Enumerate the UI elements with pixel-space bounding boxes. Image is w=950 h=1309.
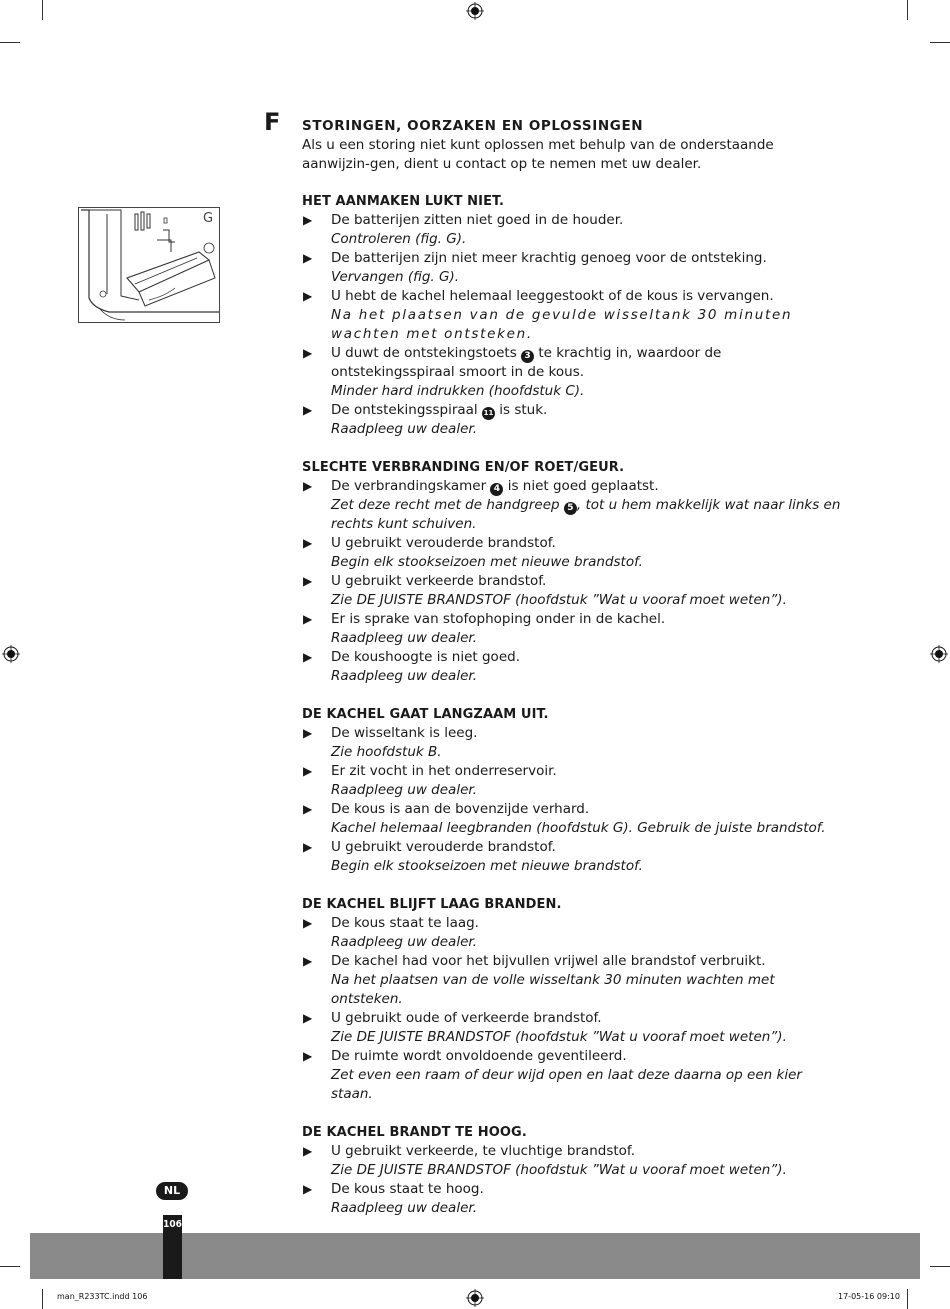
remedy-text: Zie DE JUISTE BRANDSTOF (hoofdstuk ”Wat u vooraf moet weten”).	[331, 1162, 787, 1178]
registration-mark-icon	[930, 645, 948, 663]
remedy-text: Zie DE JUISTE BRANDSTOF (hoofdstuk ”Wat u vooraf moet weten”).	[331, 1029, 787, 1045]
language-badge: NL	[156, 1182, 188, 1200]
triangle-bullet-icon: ▶	[303, 1011, 313, 1025]
cause-item	[302, 800, 842, 838]
triangle-bullet-icon: ▶	[303, 403, 313, 417]
triangle-bullet-icon: ▶	[303, 479, 313, 493]
remedy-text: Zet deze recht met de handgreep 5 , tot u hem makkelijk wat naar links en rechts kunt schuiven.	[331, 497, 841, 532]
cause-text: U gebruikt verouderde brandstof.	[331, 535, 556, 551]
remedy-text: Na het plaatsen van de gevulde wisseltank 30 minuten wachten met ontsteken.	[331, 307, 793, 342]
cause-text: U gebruikt oude of verkeerde brandstof.	[331, 1010, 602, 1026]
triangle-bullet-icon: ▶	[303, 251, 313, 265]
cause-item	[302, 287, 842, 344]
cause-text: U hebt de kachel helemaal leeggestookt of de kous is vervangen.	[331, 288, 774, 304]
triangle-bullet-icon: ▶	[303, 289, 313, 303]
cause-item	[302, 477, 842, 534]
remedy-text: Begin elk stookseizoen met nieuwe brandstof.	[331, 858, 643, 874]
cause-item	[302, 762, 842, 800]
crop-mark	[42, 0, 43, 20]
cause-text: U duwt de ontstekingstoets 3 te krachtig in, waardoor de ontstekingsspiraal smoort in de kous.	[331, 345, 722, 380]
triangle-bullet-icon: ▶	[303, 1049, 313, 1063]
remedy-text: Raadpleeg uw dealer.	[331, 668, 477, 684]
remedy-text: Zet even een raam of deur wijd open en laat deze daarna op een kier staan.	[331, 1067, 802, 1102]
remedy-text: Raadpleeg uw dealer.	[331, 934, 477, 950]
remedy-text: Controleren (fig. G).	[331, 231, 467, 247]
cause-text: De batterijen zitten niet goed in de houder.	[331, 212, 624, 228]
triangle-bullet-icon: ▶	[303, 346, 313, 360]
page-number: 106	[163, 1219, 182, 1230]
section-intro: Als u een storing niet kunt oplossen met behulp van de onderstaande aanwijzin-gen, dient u contact op te nemen met uw dealer.	[302, 137, 774, 172]
problem-title: DE KACHEL BRANDT TE HOOG.	[302, 1125, 527, 1140]
cause-item	[302, 724, 842, 762]
crop-mark	[907, 0, 908, 20]
cause-item	[302, 1009, 842, 1047]
cause-text: U gebruikt verkeerde brandstof.	[331, 573, 547, 589]
problem-group	[302, 705, 842, 876]
triangle-bullet-icon: ▶	[303, 726, 313, 740]
problem-group	[302, 1123, 842, 1218]
troubleshooting-list	[302, 192, 842, 1237]
remedy-text: Kachel helemaal leegbranden (hoofdstuk G). Gebruik de juiste brandstof.	[331, 820, 826, 836]
part-number-badge: 11	[482, 407, 495, 420]
cause-item	[302, 610, 842, 648]
cause-item	[302, 534, 842, 572]
problem-group	[302, 458, 842, 686]
problem-title: SLECHTE VERBRANDING EN/OF ROET/GEUR.	[302, 460, 625, 475]
cause-item	[302, 572, 842, 610]
triangle-bullet-icon: ▶	[303, 764, 313, 778]
triangle-bullet-icon: ▶	[303, 802, 313, 816]
crop-mark	[930, 42, 950, 43]
cause-text: U gebruikt verouderde brandstof.	[331, 839, 556, 855]
cause-item	[302, 1047, 842, 1104]
triangle-bullet-icon: ▶	[303, 840, 313, 854]
cause-item	[302, 1180, 842, 1218]
triangle-bullet-icon: ▶	[303, 916, 313, 930]
cause-text: De ruimte wordt onvoldoende geventileerd.	[331, 1048, 627, 1064]
triangle-bullet-icon: ▶	[303, 1182, 313, 1196]
triangle-bullet-icon: ▶	[303, 1144, 313, 1158]
registration-mark-icon	[2, 645, 20, 663]
cause-item	[302, 952, 842, 1009]
triangle-bullet-icon: ▶	[303, 650, 313, 664]
remedy-text: Raadpleeg uw dealer.	[331, 1200, 477, 1216]
problem-group	[302, 895, 842, 1104]
cause-text: De kous is aan de bovenzijde verhard.	[331, 801, 590, 817]
remedy-text: Zie hoofdstuk B.	[331, 744, 442, 760]
remedy-text: Zie DE JUISTE BRANDSTOF (hoofdstuk ”Wat u vooraf moet weten”).	[331, 592, 787, 608]
part-number-badge: 5	[564, 502, 577, 515]
part-number-badge: 3	[521, 350, 534, 363]
cause-text: Er is sprake van stofophoping onder in de kachel.	[331, 611, 666, 627]
date-slug: 17-05-16 09:10	[838, 1292, 900, 1301]
cause-item	[302, 1142, 842, 1180]
problem-group	[302, 192, 842, 439]
triangle-bullet-icon: ▶	[303, 536, 313, 550]
cause-item	[302, 648, 842, 686]
remedy-text: Vervangen (fig. G).	[331, 269, 459, 285]
remedy-text: Raadpleeg uw dealer.	[331, 630, 477, 646]
triangle-bullet-icon: ▶	[303, 954, 313, 968]
remedy-text: Minder hard indrukken (hoofdstuk C).	[331, 383, 585, 399]
cause-item	[302, 344, 842, 401]
triangle-bullet-icon: ▶	[303, 612, 313, 626]
crop-mark	[907, 1289, 908, 1309]
figure-label: G	[203, 211, 214, 226]
remedy-text: Raadpleeg uw dealer.	[331, 782, 477, 798]
cause-text: De wisseltank is leeg.	[331, 725, 478, 741]
problem-title: DE KACHEL BLIJFT LAAG BRANDEN.	[302, 897, 562, 912]
cause-text: De batterijen zijn niet meer krachtig genoeg voor de ontsteking.	[331, 250, 767, 266]
cause-text: De kous staat te hoog.	[331, 1181, 484, 1197]
part-number-badge: 4	[490, 483, 503, 496]
cause-text: De verbrandingskamer 4 is niet goed geplaatst.	[331, 478, 659, 494]
heater-battery-compartment-icon	[79, 208, 220, 323]
cause-text: Er zit vocht in het onderreservoir.	[331, 763, 557, 779]
registration-mark-icon	[466, 2, 484, 20]
remedy-text: Raadpleeg uw dealer.	[331, 421, 477, 437]
remedy-text: Na het plaatsen van de volle wisseltank 30 minuten wachten met ontsteken.	[331, 972, 775, 1007]
cause-item	[302, 914, 842, 952]
cause-item	[302, 401, 842, 439]
section-letter: F	[264, 108, 281, 136]
problem-title: DE KACHEL GAAT LANGZAAM UIT.	[302, 707, 549, 722]
registration-mark-icon	[466, 1289, 484, 1307]
figure-g-illustration	[78, 207, 220, 323]
file-slug: man_R233TC.indd 106	[57, 1292, 148, 1301]
cause-item	[302, 249, 842, 287]
crop-mark	[0, 42, 20, 43]
cause-text: De ontstekingsspiraal 11 is stuk.	[331, 402, 548, 418]
triangle-bullet-icon: ▶	[303, 574, 313, 588]
crop-mark	[930, 1266, 950, 1267]
crop-mark	[0, 1266, 20, 1267]
cause-item	[302, 211, 842, 249]
cause-text: De kachel had voor het bijvullen vrijwel alle brandstof verbruikt.	[331, 953, 766, 969]
cause-text: U gebruikt verkeerde, te vluchtige brandstof.	[331, 1143, 635, 1159]
remedy-text: Begin elk stookseizoen met nieuwe brandstof.	[331, 554, 643, 570]
triangle-bullet-icon: ▶	[303, 213, 313, 227]
cause-text: De koushoogte is niet goed.	[331, 649, 520, 665]
crop-mark	[42, 1289, 43, 1309]
problem-title: HET AANMAKEN LUKT NIET.	[302, 194, 505, 209]
cause-text: De kous staat te laag.	[331, 915, 479, 931]
section-title: STORINGEN, OORZAKEN EN OPLOSSINGEN	[302, 118, 644, 134]
cause-item	[302, 838, 842, 876]
